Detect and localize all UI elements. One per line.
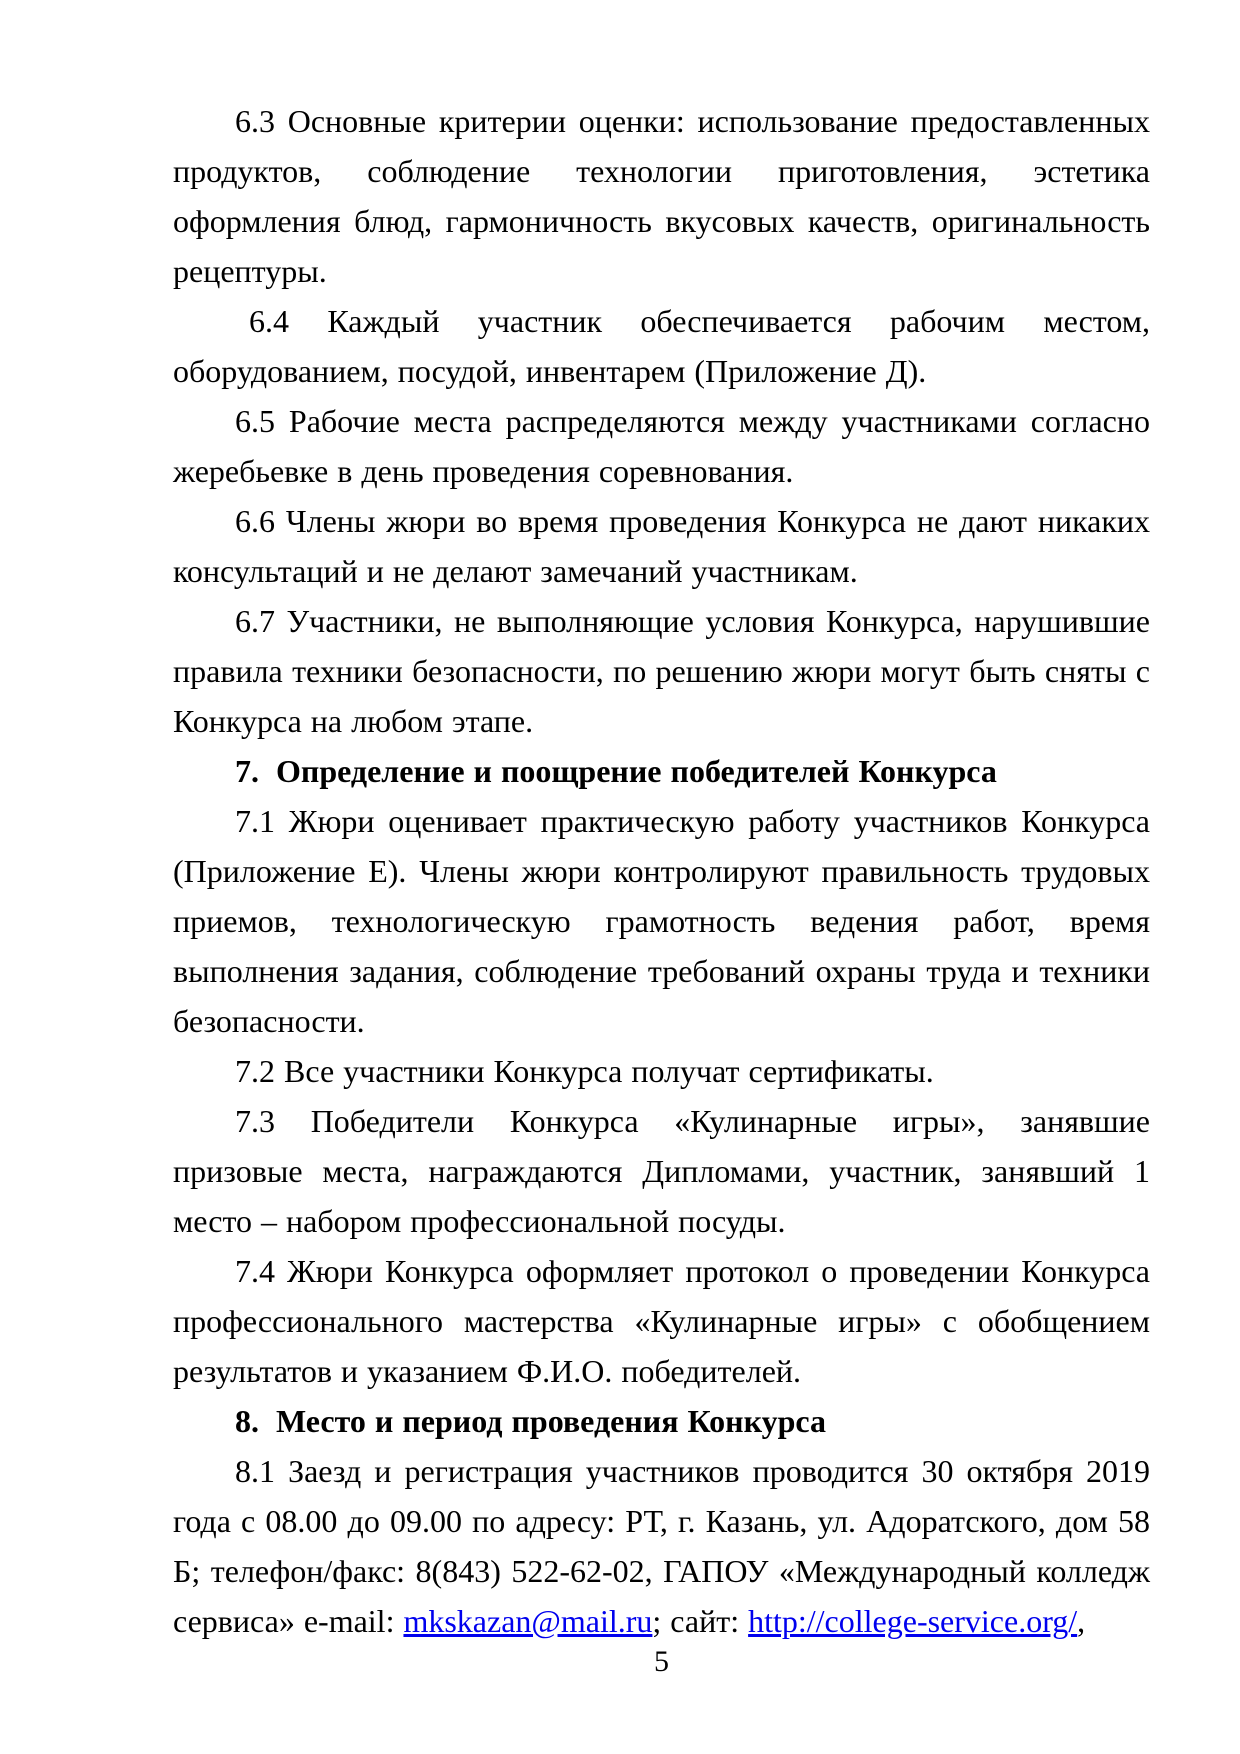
- paragraph-8-1-tail: ,: [1077, 1603, 1086, 1639]
- section-8-number: 8.: [235, 1403, 259, 1439]
- section-7-number: 7.: [235, 753, 259, 789]
- page-number: 5: [654, 1645, 669, 1678]
- paragraph-7-2: 7.2 Все участники Конкурса получат сертификаты.: [235, 1053, 934, 1089]
- paragraph-8-1: [173, 1446, 1150, 1646]
- paragraph-7-1: 7.1 Жюри оценивает практическую работу участников Конкурса (Приложение Е). Члены жюри контролируют правильность трудовых приемов, технологическую грамотность ведения работ, время выполнения задания, соблюдение требований охраны труда и техники безопасности.: [173, 803, 1150, 1039]
- paragraph-6-4: 6.4 Каждый участник обеспечивается рабочим местом, оборудованием, посудой, инвентарем (Приложение Д).: [173, 303, 1150, 389]
- section-7-title: Определение и поощрение победителей Конкурса: [276, 753, 997, 789]
- section-7-heading: [173, 746, 1150, 796]
- paragraph-6-7: 6.7 Участники, не выполняющие условия Конкурса, нарушившие правила техники безопасности, по решению жюри могут быть сняты с Конкурса на любом этапе.: [173, 603, 1150, 739]
- website-link[interactable]: http://college-service.org/: [748, 1603, 1078, 1639]
- paragraph-8-1-separator: ; сайт:: [652, 1603, 749, 1639]
- paragraph-7-4: 7.4 Жюри Конкурса оформляет протокол о проведении Конкурса профессионального мастерства «Кулинарные игры» с обобщением результатов и указанием Ф.И.О. победителей.: [173, 1253, 1150, 1389]
- paragraph-8-1-text: 8.1 Заезд и регистрация участников проводится 30 октября 2019 года с 08.00 до 09.00 по адресу: РТ, г. Казань, ул. Адоратского, дом 58 Б; телефон/факс: 8(843) 522-62-02, ГАПОУ «Международный колледж сервиса» e-mail:: [173, 1453, 1150, 1639]
- paragraph-7-3: 7.3 Победители Конкурса «Кулинарные игры», занявшие призовые места, награждаются Дипломами, участник, занявший 1 место – набором профессиональной посуды.: [173, 1103, 1150, 1239]
- paragraph-6-5: 6.5 Рабочие места распределяются между участниками согласно жеребьевке в день проведения соревнования.: [173, 403, 1150, 489]
- section-8-heading: [173, 1396, 1150, 1446]
- email-link[interactable]: mkskazan@mail.ru: [403, 1603, 653, 1639]
- paragraph-6-3: 6.3 Основные критерии оценки: использование предоставленных продуктов, соблюдение технологии приготовления, эстетика оформления блюд, гармоничность вкусовых качеств, оригинальность рецептуры.: [173, 103, 1150, 289]
- section-8-title: Место и период проведения Конкурса: [276, 1403, 826, 1439]
- document-body: [173, 96, 1150, 1646]
- paragraph-6-6: 6.6 Члены жюри во время проведения Конкурса не дают никаких консультаций и не делают замечаний участникам.: [173, 503, 1150, 589]
